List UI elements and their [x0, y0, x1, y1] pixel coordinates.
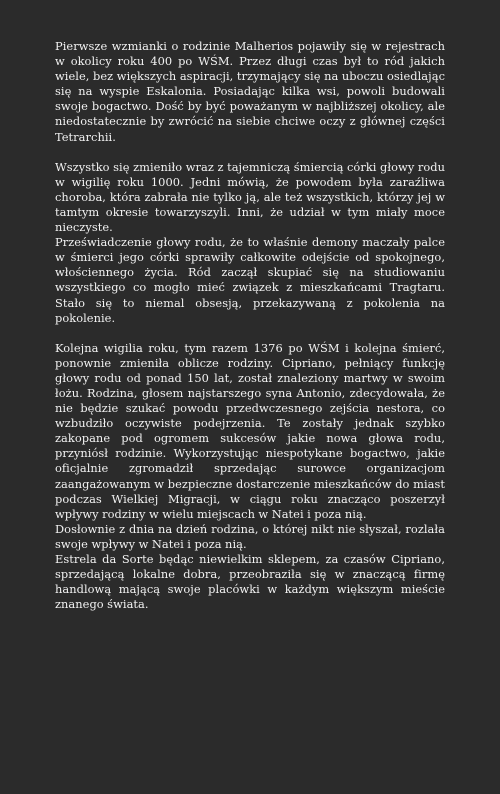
document-body — [55, 39, 445, 612]
paragraph-history-origins: Pierwsze wzmianki o rodzinie Malherios pojawiły się w rejestrach w okolicy roku 400 po WŚM. Przez długi czas był to ród jakich wiele, bez większych aspiracji, trzymający się na uboczu osiedlając się na wyspie Eskalonia. Posiadając kilka wsi, powoli budowali swoje bogactwo. Dość by być poważanym w najbliższej okolicy, ale niedostatecznie by zwrócić na siebie chciwe oczy z głównej części Tetrarchii. — [55, 39, 445, 144]
paragraph-spacer — [55, 326, 445, 341]
paragraph-rise-of-influence: Dosłownie z dnia na dzień rodzina, o której nikt nie słyszał, rozlała swoje wpływy w Natei i poza nią. — [55, 521, 445, 551]
paragraph-daughter-death: Wszystko się zmieniło wraz z tajemniczą śmiercią córki głowy rodu w wigilię roku 1000. Jedni mówią, że powodem była zaraźliwa choroba, która zabrała nie tylko ją, ale też wszystkich, którzy jej w tamtym okresie towarzyszyli. Inni, że udział w tym miały moce nieczyste. — [55, 159, 445, 235]
paragraph-cipriano-death: Kolejna wigilia roku, tym razem 1376 po WŚM i kolejna śmierć, ponownie zmieniła oblicze rodziny. Cipriano, pełniący funkcję głowy rodu od ponad 150 lat, został znaleziony martwy w swoim łożu. Rodzina, głosem najstarszego syna Antonio, zdecydowała, że nie będzie szukać powodu przedwczesnego zejścia nestora, co wzbudziło oczywiste podejrzenia. Te zostały jednak szybko zakopane pod ogromem sukcesów jakie nowa głowa rodu, przyniósł rodzinie. Wykorzystując niespotykane bogactwo, jakie oficjalnie zgromadził sprzedając surowce organizacjom zaangażowanym w bezpieczne dostarczenie mieszkańców do miast podczas Wielkiej Migracji, w ciągu roku znacząco poszerzył wpływy rodziny w wielu miejscach w Natei i poza nią. — [55, 340, 445, 521]
paragraph-demon-obsession: Przeświadczenie głowy rodu, że to właśnie demony maczały palce w śmierci jego córki sprawiły całkowite odejście od spokojnego, włościennego życia. Ród zaczął skupiać się na studiowaniu wszystkiego co mogło mieć związek z mieszkańcami Tragtaru. Stało się to niemal obsesją, przekazywaną z pokolenia na pokolenie. — [55, 235, 445, 325]
paragraph-spacer — [55, 145, 445, 160]
paragraph-estrela-da-sorte: Estrela da Sorte będąc niewielkim sklepem, za czasów Cipriano, sprzedającą lokalne dobra, przeobraziła się w znaczącą firmę handlową mającą swoje placówki w każdym większym mieście znanego świata. — [55, 552, 445, 612]
